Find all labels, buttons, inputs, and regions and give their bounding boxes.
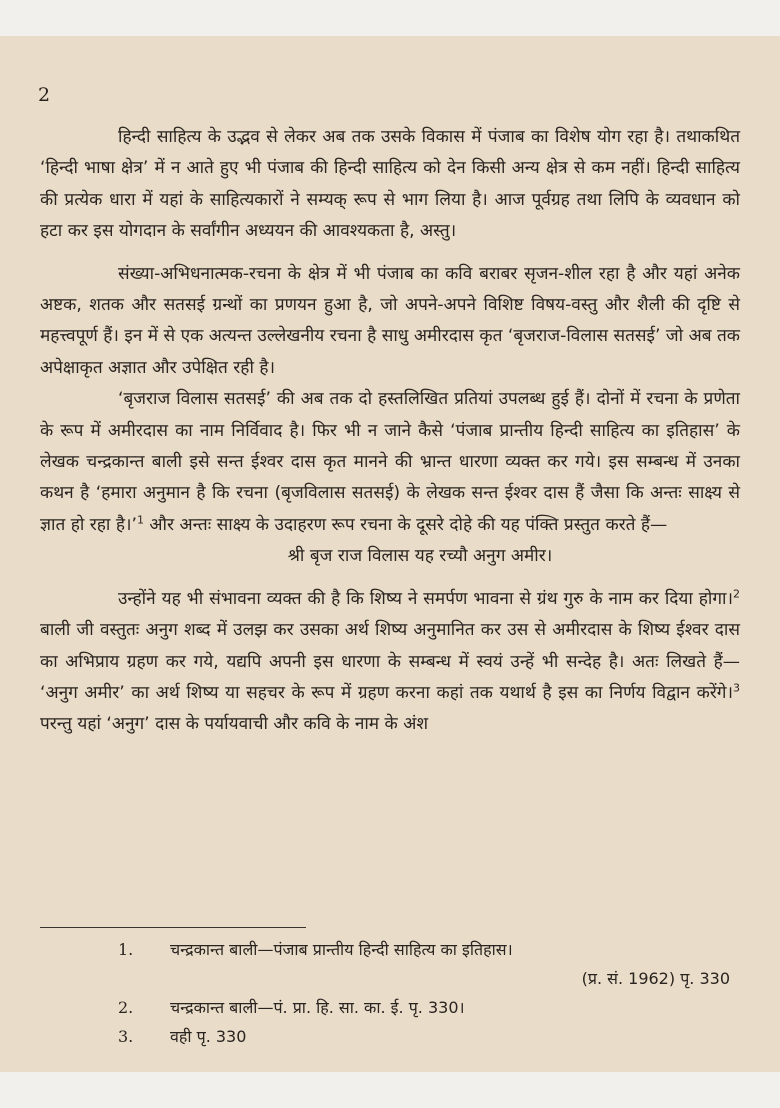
footnote-number: 3.: [118, 1027, 134, 1046]
footnote-marker-1: 1: [136, 513, 144, 527]
footnote-item: [118, 935, 730, 993]
body-text: [40, 122, 740, 741]
footnote-continuation: (प्र. सं. 1962) पृ. 330: [581, 969, 730, 988]
paragraph-sankhya: संख्या-अभिधनात्मक-रचना के क्षेत्र में भी पंजाब का कवि बराबर सृजन-शील रहा है और यहां अनेक अष्टक, शतक और सतसई ग्रन्थों का प्रणयन हुआ है, जो अपने-अपने विशिष्ट विषय-वस्तु और शैली की दृष्टि से महत्त्वपूर्ण हैं। इन में से एक अत्यन्त उल्लेखनीय रचना है साधु अमीरदास कृत ‘बृजराज-विलास सतसई’ जो अब तक अपेक्षाकृत अज्ञात और उपेक्षित रही है।: [40, 263, 740, 378]
paragraph-disciple-text: उन्होंने यह भी संभावना व्यक्त की है कि शिष्य ने समर्पण भावना से ग्रंथ गुरु के नाम कर दिया होगा।: [118, 588, 733, 609]
footnote-item: [118, 1022, 730, 1051]
footnote-number: 2.: [118, 998, 134, 1017]
footnote-text: वही पृ. 330: [170, 1027, 247, 1046]
verse-line: श्री बृज राज विलास यह रच्यौ अनुग अमीर।: [287, 546, 553, 567]
footnote-marker-2: 2: [733, 586, 740, 600]
paragraph-disciple: [40, 584, 740, 741]
book-page: [0, 36, 780, 1072]
paragraph-satsai-text: ‘बृजराज विलास सतसई’ की अब तक दो हस्तलिखित प्रतियां उपलब्ध हुई हैं। दोनों में रचना के प्रणेता के रूप में अमीरदास का नाम निर्विवाद है। फिर भी न जाने कैसे ‘पंजाब प्रान्तीय हिन्दी साहित्य का इतिहास’ के लेखक चन्द्रकान्त बाली इसे सन्त ईश्वर दास कृत मानने की भ्रान्त धारणा व्यक्त कर गये। इस सम्बन्ध में उनका कथन है ‘हमारा अनुमान है कि रचना (बृजविलास सतसई) के लेखक सन्त ईश्वर दास हैं जैसा कि अन्तः साक्ष्य से ज्ञात हो रहा है।’: [40, 389, 740, 535]
footnote-divider: [40, 927, 306, 928]
paragraph-disciple-tail: परन्तु यहां ‘अनुग’ दास के पर्यायवाची और कवि के नाम के अंश: [40, 714, 429, 735]
footnote-item: [118, 993, 730, 1022]
paragraph-satsai-copies: [40, 384, 740, 541]
paragraph-satsai-tail: और अन्तः साक्ष्य के उदाहरण रूप रचना के दूसरे दोहे की यह पंक्ति प्रस्तुत करते हैं—: [149, 514, 668, 535]
footnote-text: चन्द्रकान्त बाली—पं. प्रा. हि. सा. का. ई. पृ. 330।: [170, 998, 465, 1017]
paragraph-intro: हिन्दी साहित्य के उद्भव से लेकर अब तक उसके विकास में पंजाब का विशेष योग रहा है। तथाकथित ‘हिन्दी भाषा क्षेत्र’ में न आते हुए भी पंजाब की हिन्दी साहित्य को देन किसी अन्य क्षेत्र से कम नहीं। हिन्दी साहित्य की प्रत्येक धारा में यहां के साहित्यकारों ने सम्यक् रूप से भाग लिया है। आज पूर्वग्रह तथा लिपि के व्यवधान को हटा कर इस योगदान के सर्वांगीन अध्ययन की आवश्यकता है, अस्तु।: [40, 127, 740, 242]
page-number: 2: [38, 84, 51, 106]
footnote-text: चन्द्रकान्त बाली—पंजाब प्रान्तीय हिन्दी साहित्य का इतिहास।: [170, 940, 513, 959]
footnote-number: 1.: [118, 940, 134, 959]
footnote-marker-3: 3: [733, 681, 740, 695]
footnotes: [118, 935, 730, 1051]
paragraph-disciple-cont: बाली जी वस्तुतः अनुग शब्द में उलझ कर उसका अर्थ शिष्य अनुमानित कर उस से अमीरदास के शिष्य ईश्वर दास का अभिप्राय ग्रहण कर गये, यद्यपि अपनी इस धारणा के सम्बन्ध में स्वयं उन्हें भी सन्देह है। अतः लिखते हैं— ‘अनुग अमीर’ का अर्थ शिष्य या सहचर के रूप में ग्रहण करना कहां तक यथार्थ है इस का निर्णय विद्वान करेंगे।: [40, 620, 740, 703]
